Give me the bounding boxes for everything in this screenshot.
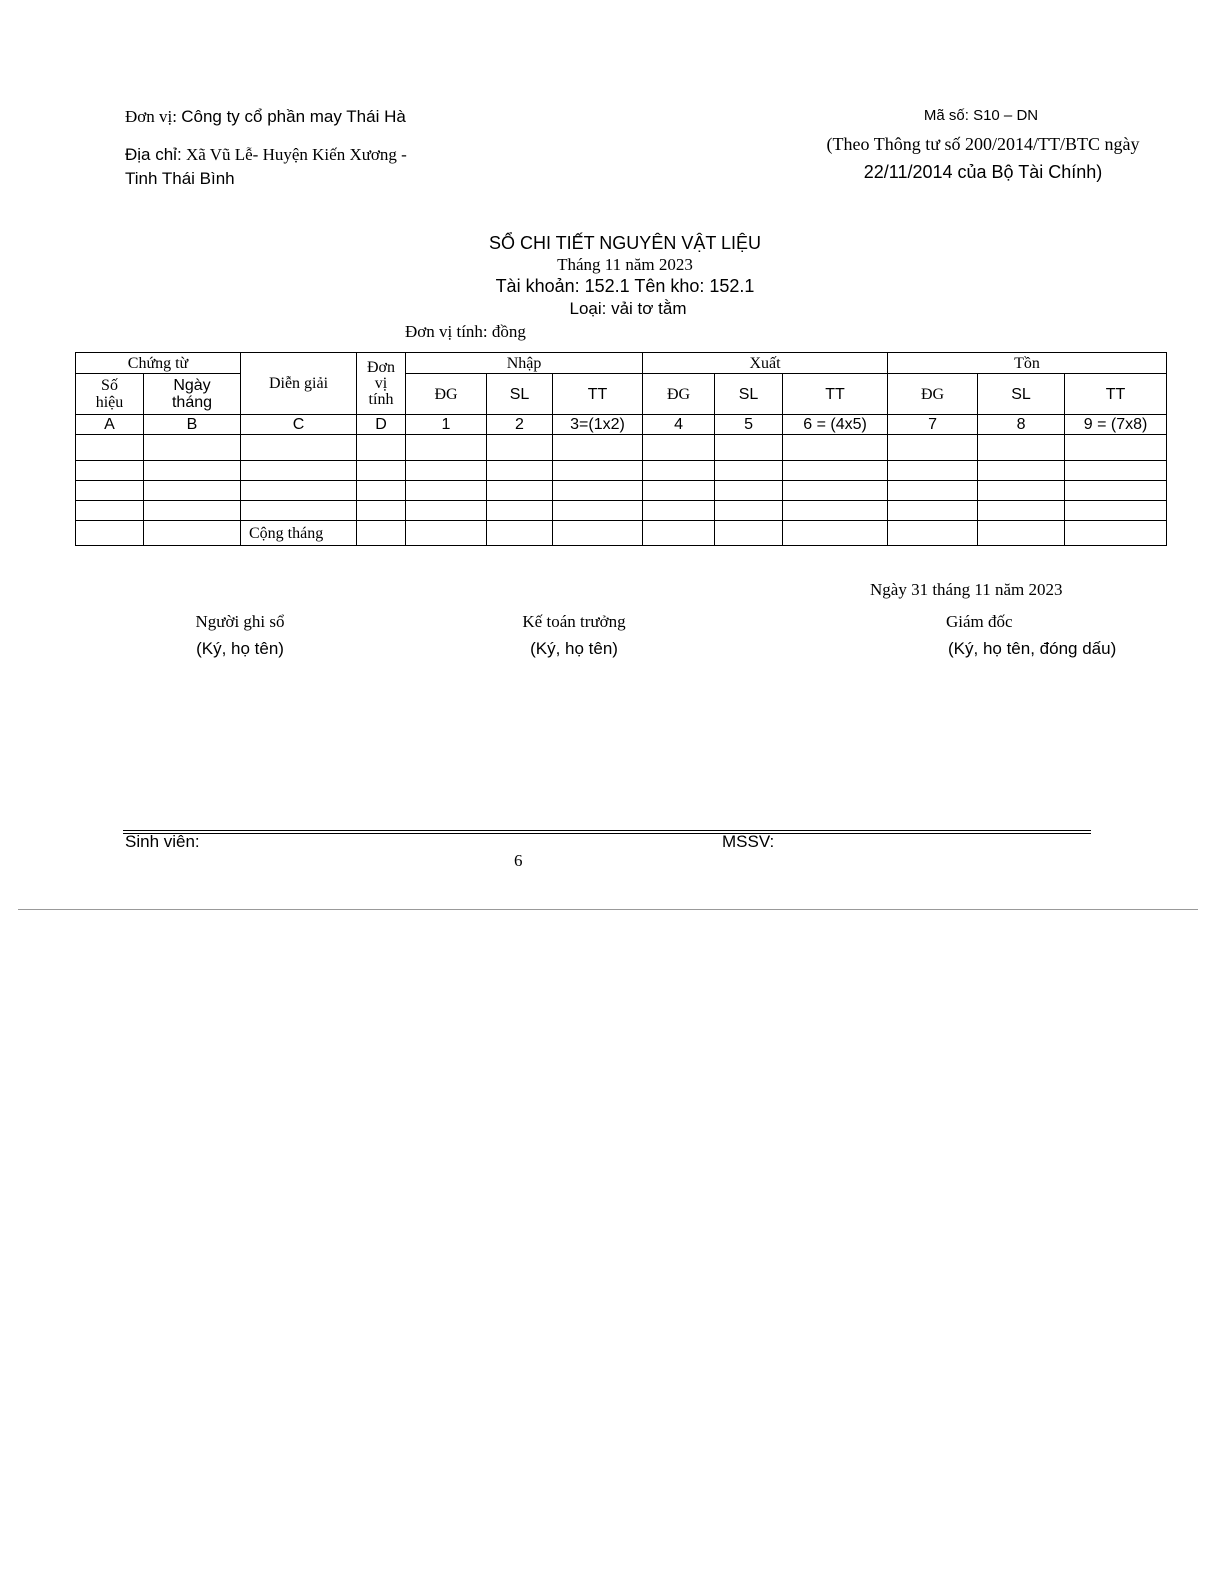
page-separator xyxy=(18,909,1198,910)
director-title: Giám đốc xyxy=(946,612,1013,631)
table-row xyxy=(76,435,1167,461)
code-cell: 9 = (7x8) xyxy=(1065,415,1167,435)
header-date-text: Ngày tháng xyxy=(171,377,213,411)
header-export-qty: SL xyxy=(715,374,783,415)
code-cell: 6 = (4x5) xyxy=(783,415,888,435)
header-balance: Tồn xyxy=(888,353,1167,374)
table-code-row xyxy=(76,415,1167,435)
table-header-row-2 xyxy=(76,374,1167,415)
ledger-account: Tài khoản: 152.1 Tên kho: 152.1 xyxy=(495,276,755,296)
total-label: Cộng tháng xyxy=(241,521,357,546)
code-cell: 1 xyxy=(406,415,487,435)
code-cell: 7 xyxy=(888,415,978,435)
code-cell: D xyxy=(357,415,406,435)
header-balance-amount: TT xyxy=(1065,374,1167,415)
table-row xyxy=(76,461,1167,481)
student-label: Sinh viên: xyxy=(125,832,200,851)
code-cell: 3=(1x2) xyxy=(553,415,643,435)
chief-accountant-note: (Ký, họ tên) xyxy=(530,639,618,658)
header-balance-price: ĐG xyxy=(888,374,978,415)
chief-accountant-title: Kế toán trưởng xyxy=(522,612,626,631)
signature-date: Ngày 31 tháng 11 năm 2023 xyxy=(870,580,1063,599)
student-id-label: MSSV: xyxy=(722,832,775,851)
ledger-type: Loại: vải tơ tằm xyxy=(569,299,687,318)
header-export: Xuất xyxy=(643,353,888,374)
address-value: Xã Vũ Lễ- Huyện Kiến Xương - xyxy=(185,145,407,164)
header-import-qty: SL xyxy=(487,374,553,415)
ledger-currency: Đơn vị tính: đồng xyxy=(405,322,526,341)
recorder-title: Người ghi sổ xyxy=(195,612,285,631)
header-import-price: ĐG xyxy=(406,374,487,415)
header-balance-qty: SL xyxy=(978,374,1065,415)
header-description: Diễn giải xyxy=(241,353,357,415)
table-header-row-1 xyxy=(76,353,1167,374)
code-cell: 5 xyxy=(715,415,783,435)
circular-line-1: (Theo Thông tư số 200/2014/TT/BTC ngày xyxy=(826,134,1140,154)
header-export-price: ĐG xyxy=(643,374,715,415)
code-cell: 4 xyxy=(643,415,715,435)
code-cell: B xyxy=(144,415,241,435)
footer-rule xyxy=(123,830,1091,831)
header-number-text: Số hiệu xyxy=(95,377,124,411)
code-cell: 8 xyxy=(978,415,1065,435)
unit-label: Đơn vị: xyxy=(125,107,177,126)
ledger-period: Tháng 11 năm 2023 xyxy=(557,255,693,274)
form-code: Mã số: S10 – DN xyxy=(923,107,1039,124)
recorder-note: (Ký, họ tên) xyxy=(196,639,284,658)
signature-recorder xyxy=(160,610,320,664)
form-reference xyxy=(793,106,1173,186)
page-number: 6 xyxy=(514,851,523,870)
code-cell: 2 xyxy=(487,415,553,435)
header-export-amount: TT xyxy=(783,374,888,415)
header-import: Nhập xyxy=(406,353,643,374)
table-total-row xyxy=(76,521,1167,546)
footer-rule-inner xyxy=(123,833,1091,834)
signature-chief-accountant xyxy=(494,610,654,664)
material-ledger-table xyxy=(75,352,1167,546)
table-row xyxy=(76,481,1167,501)
code-cell: A xyxy=(76,415,144,435)
header-unit-text: Đơn vị tính xyxy=(366,358,395,408)
circular-line-2: 22/11/2014 của Bộ Tài Chính) xyxy=(863,162,1103,182)
director-note: (Ký, họ tên, đóng dấu) xyxy=(948,639,1117,658)
header-voucher: Chứng từ xyxy=(76,353,241,374)
address-value-line2: Tinh Thái Bình xyxy=(125,169,235,188)
code-cell: C xyxy=(241,415,357,435)
unit-value: Công ty cổ phần may Thái Hà xyxy=(181,107,406,126)
header-number xyxy=(76,374,144,415)
ledger-title-block xyxy=(400,233,850,319)
table-row xyxy=(76,501,1167,521)
header-unit xyxy=(357,353,406,415)
header-import-amount: TT xyxy=(553,374,643,415)
ledger-title: SỔ CHI TIẾT NGUYÊN VẬT LIỆU xyxy=(488,233,762,253)
address-label: Địa chỉ: xyxy=(125,145,182,164)
header-date xyxy=(144,374,241,415)
